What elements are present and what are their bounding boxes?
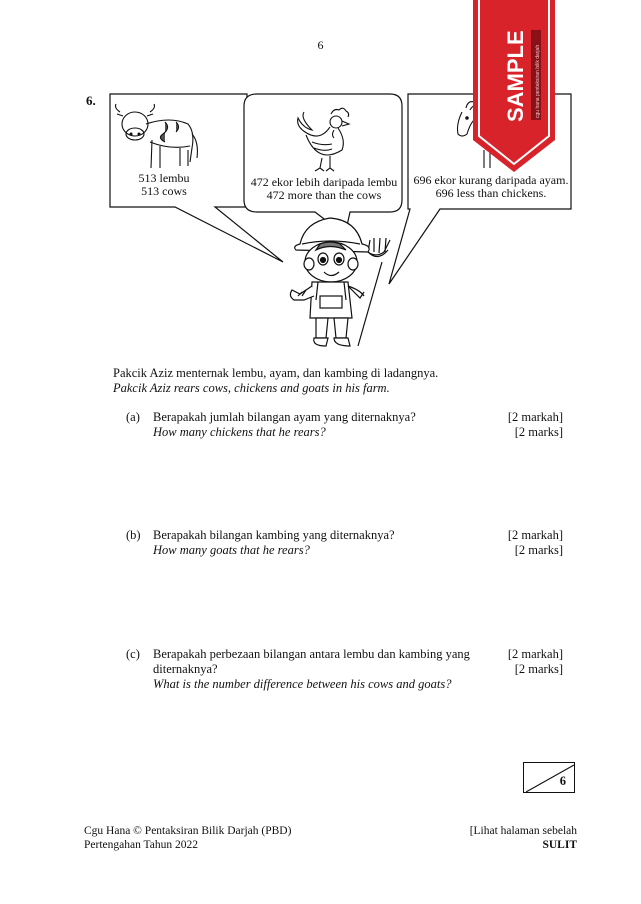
farmer-icon [290, 218, 390, 346]
cows-count-malay: 513 lembu [138, 171, 190, 185]
part-b-marks-malay: [2 markah] [507, 528, 563, 542]
chickens-bubble-text [246, 176, 402, 202]
part-c-malay-line1: Berapakah perbezaan bilangan antara lembu dan kambing yang [153, 647, 470, 661]
part-a-marks [508, 410, 563, 440]
intro-malay: Pakcik Aziz menternak lembu, ayam, dan kambing di ladangnya. [113, 366, 439, 380]
intro-english: Pakcik Aziz rears cows, chickens and goats in his farm. [113, 381, 390, 395]
part-a-marks-english: [2 marks] [514, 425, 563, 439]
goats-count-english: 696 less than chickens. [435, 186, 547, 200]
part-c-english: What is the number difference between his cows and goats? [153, 677, 452, 691]
footer-term: Pertengahan Tahun 2022 [84, 839, 198, 851]
sample-watermark [473, 0, 555, 172]
part-c-malay-line2: diternaknya? [153, 662, 218, 676]
sample-watermark-tag: cgu hana pentaksiran bilik darjah [535, 44, 541, 118]
cows-bubble-text [124, 172, 204, 198]
part-b-marks-english: [2 marks] [514, 543, 563, 557]
score-total: 6 [559, 774, 566, 788]
part-a-marks-malay: [2 markah] [507, 410, 563, 424]
part-c-marks-english: [2 marks] [514, 662, 563, 676]
part-a-letter: (a) [126, 410, 140, 424]
page-number: 6 [317, 38, 324, 52]
question-number: 6. [86, 93, 96, 108]
part-a-question [153, 410, 416, 440]
score-box-diagonal [524, 763, 576, 794]
chickens-count-malay: 472 ekor lebih daripada lembu [250, 175, 398, 189]
footer-copyright: Cgu Hana © Pentaksiran Bilik Darjah (PBD) [84, 825, 292, 837]
cows-count-english: 513 cows [141, 184, 187, 198]
footer-left [84, 824, 291, 852]
footer-classification: SULIT [542, 839, 577, 851]
sample-watermark-text: SAMPLE [503, 30, 528, 122]
part-b-marks [508, 528, 563, 558]
part-c-question [153, 647, 470, 692]
goats-bubble-text [410, 174, 572, 200]
goats-count-malay: 696 ekor kurang daripada ayam. [413, 173, 569, 187]
part-b-english: How many goats that he rears? [153, 543, 310, 557]
part-b-malay: Berapakah bilangan kambing yang diternaknya? [153, 528, 395, 542]
part-a-english: How many chickens that he rears? [153, 425, 326, 439]
part-c-marks [508, 647, 563, 677]
score-box [523, 762, 575, 793]
part-a-malay: Berapakah jumlah bilangan ayam yang diternaknya? [153, 410, 416, 424]
footer-next-page: [Lihat halaman sebelah [469, 825, 577, 837]
part-b-letter: (b) [126, 528, 141, 542]
part-c-letter: (c) [126, 647, 140, 661]
footer-right [470, 824, 577, 852]
part-b-question [153, 528, 395, 558]
chickens-count-english: 472 more than the cows [266, 188, 382, 202]
part-c-marks-malay: [2 markah] [507, 647, 563, 661]
chicken-speech-bubble [244, 94, 402, 235]
